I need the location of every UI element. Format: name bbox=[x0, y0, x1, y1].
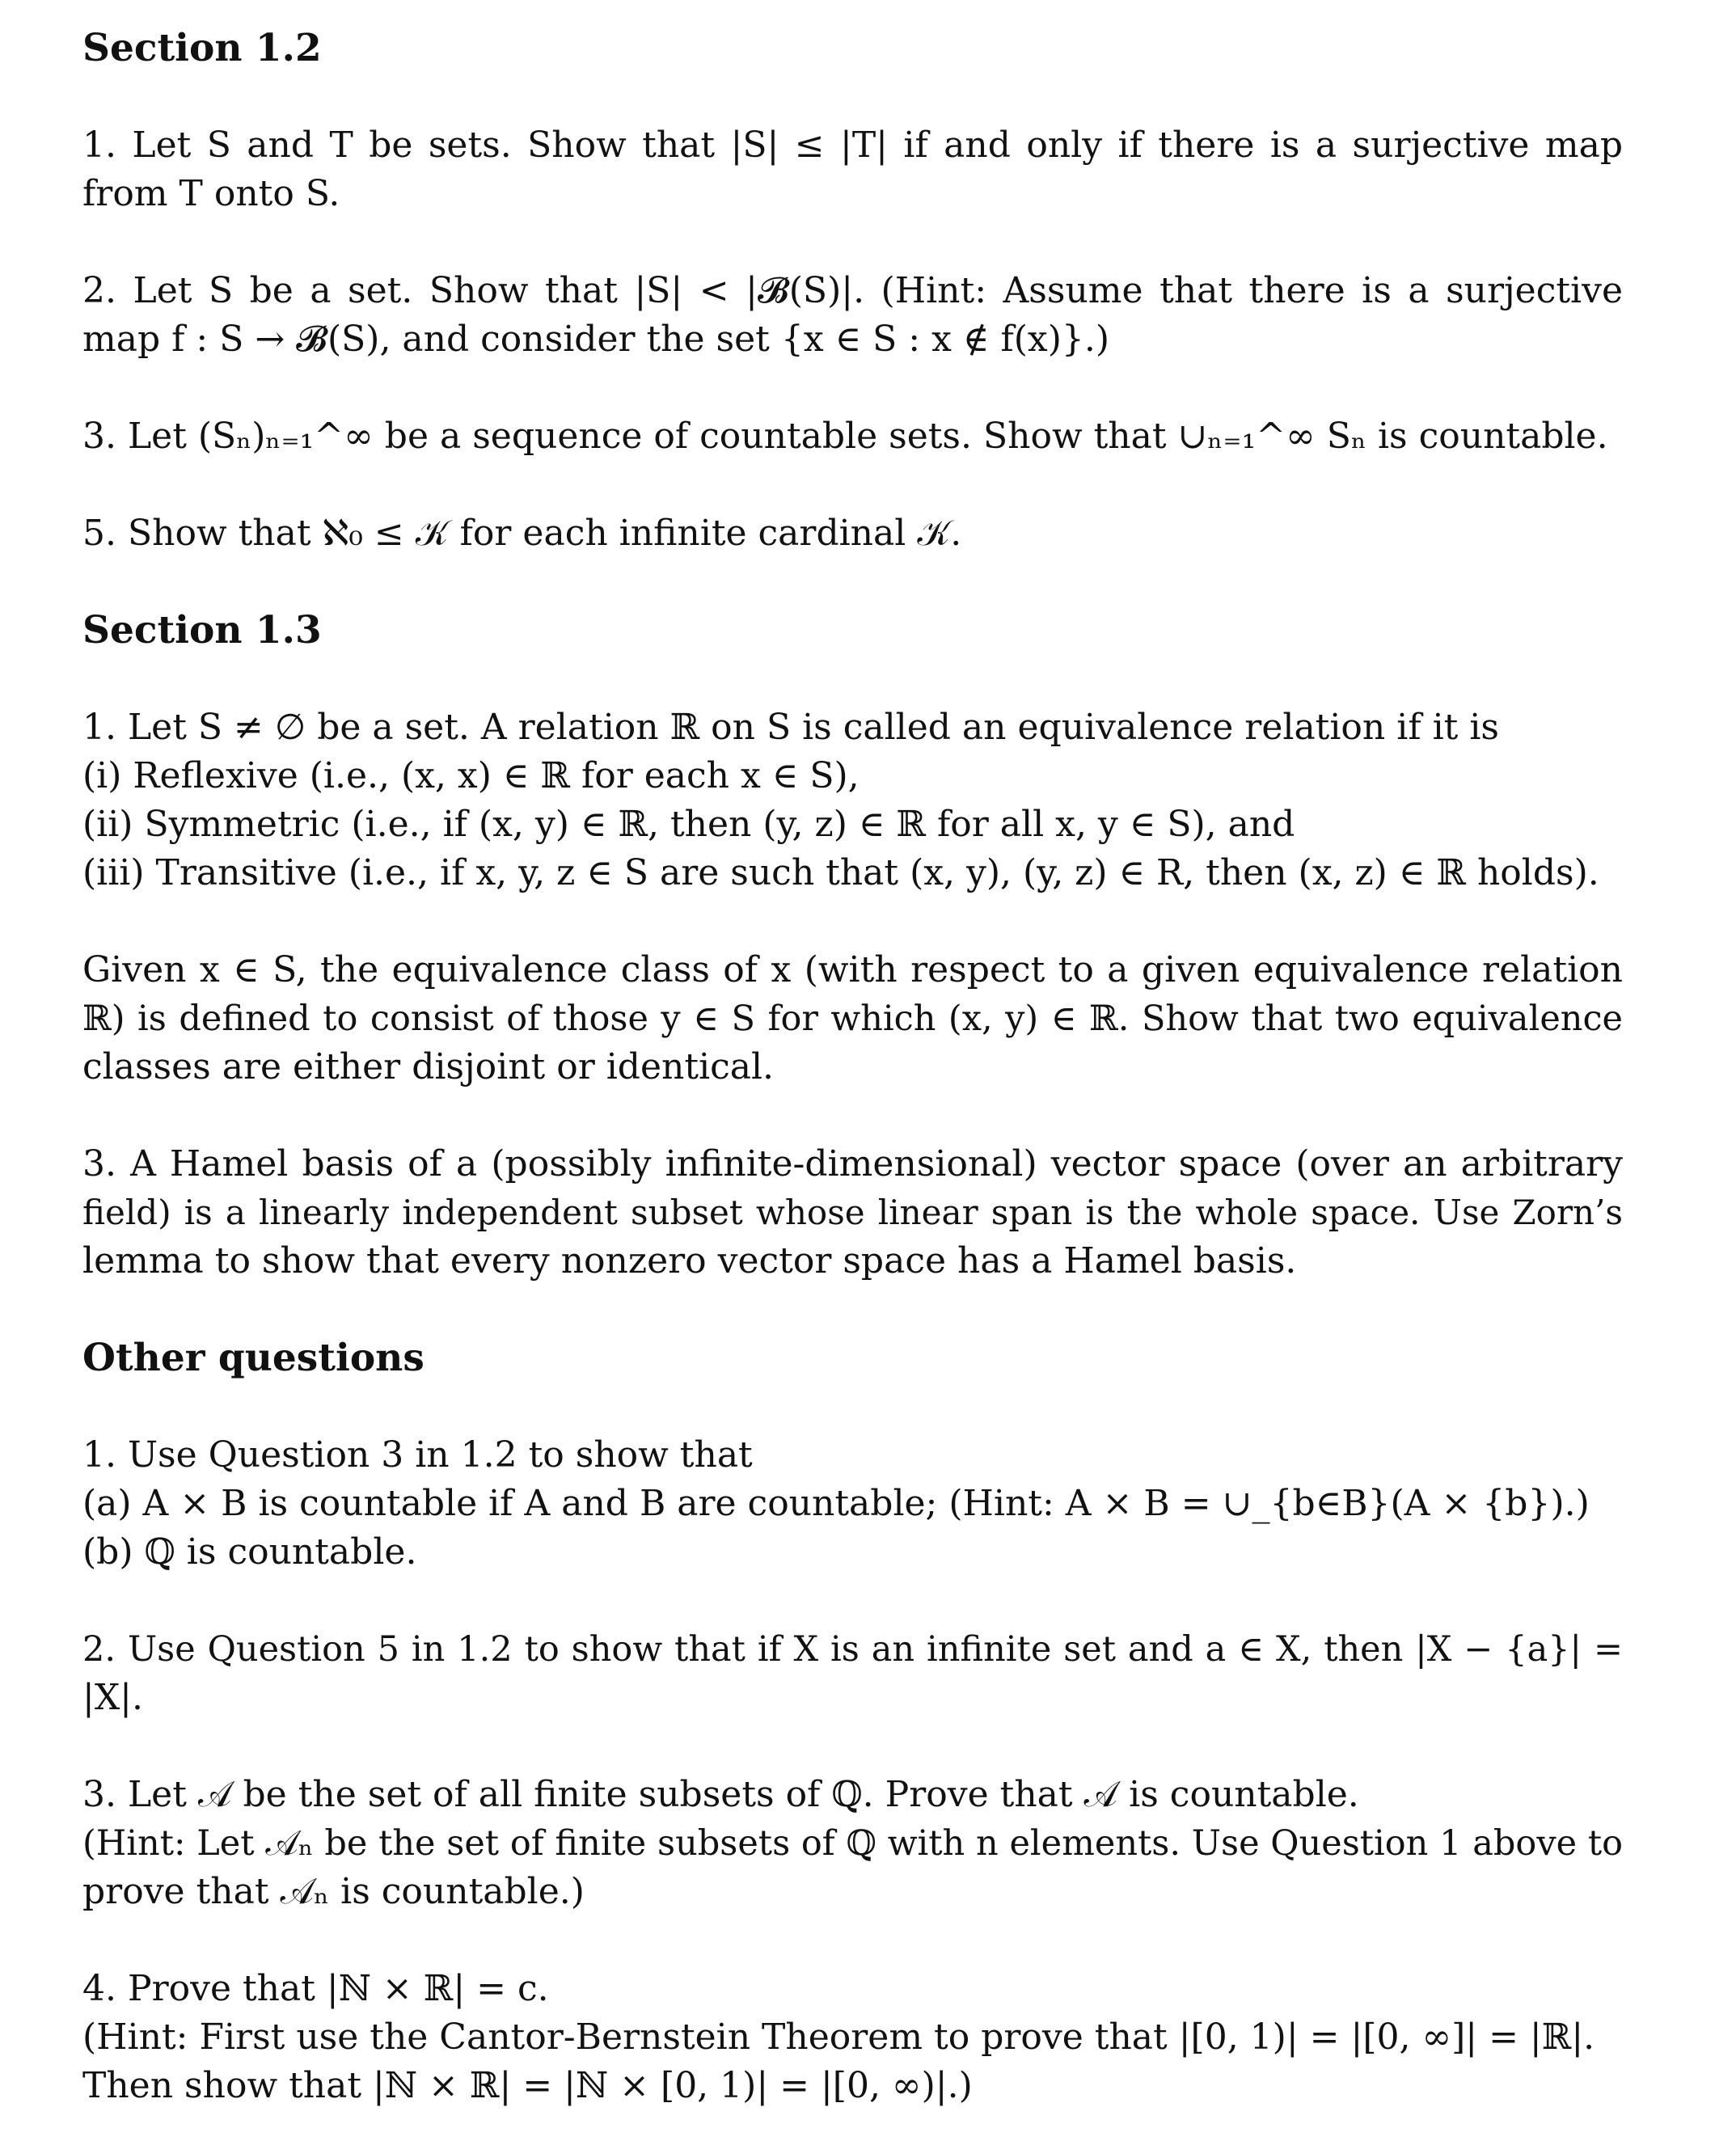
text-line: classes are either disjoint or identical. bbox=[82, 1046, 775, 1087]
text-line: 4. Prove that |ℕ × ℝ| = c. bbox=[82, 1968, 549, 2009]
text-line: prove that 𝒜ₙ is countable.) bbox=[82, 1871, 585, 1912]
section-title: Section 1.2 bbox=[82, 26, 322, 70]
text-line: |X|. bbox=[82, 1677, 143, 1718]
question-other-3 bbox=[82, 1771, 1623, 1916]
text-line: ℝ) is defined to consist of those y ∈ S for which (x, y) ∈ ℝ. Show that two equivalence bbox=[82, 999, 1623, 1039]
text-line: 5. Show that ℵ₀ ≤ 𝒦 for each infinite cardinal 𝒦. bbox=[82, 513, 962, 554]
section-title: Other questions bbox=[82, 1336, 424, 1380]
text-line: 1. Use Question 3 in 1.2 to show that bbox=[82, 1434, 753, 1476]
text-line: (ii) Symmetric (i.e., if (x, y) ∈ ℝ, then (y, z) ∈ ℝ for all x, y ∈ S), and bbox=[82, 804, 1295, 845]
question-1-3-3 bbox=[82, 1140, 1623, 1286]
question-other-4 bbox=[82, 1965, 1623, 2110]
text-line: (b) ℚ is countable. bbox=[82, 1531, 417, 1573]
text-line: (Hint: Let 𝒜ₙ be the set of finite subsets of ℚ with n elements. Use Question 1 above to bbox=[82, 1823, 1623, 1864]
text-line: map f : S → 𝓑(S), and consider the set {x ∈ S : x ∉ f(x)}.) bbox=[82, 319, 1110, 360]
text-line: 3. Let 𝒜 be the set of all finite subsets of ℚ. Prove that 𝒜 is countable. bbox=[82, 1774, 1359, 1815]
text-line: 3. Let (Sₙ)ₙ₌₁^∞ be a sequence of countable sets. Show that ∪ₙ₌₁^∞ Sₙ is countable. bbox=[82, 416, 1608, 457]
text-line: Then show that |ℕ × ℝ| = |ℕ × [0, 1)| = |[0, ∞)|.) bbox=[82, 2065, 973, 2106]
question-1-2-3 bbox=[82, 412, 1623, 461]
question-1-3-1 bbox=[82, 703, 1623, 897]
text-line: (iii) Transitive (i.e., if x, y, z ∈ S are such that (x, y), (y, z) ∈ R, then (x, z) ∈ ℝ holds). bbox=[82, 852, 1599, 893]
text-line: (a) A × B is countable if A and B are countable; (Hint: A × B = ∪_{b∈B}(A × {b}).) bbox=[82, 1483, 1590, 1524]
document-page bbox=[82, 24, 1623, 2110]
text-line: 1. Let S ≠ ∅ be a set. A relation ℝ on S is called an equivalence relation if it is bbox=[82, 707, 1499, 748]
text-line: 2. Use Question 5 in 1.2 to show that if X is an infinite set and a ∈ X, then |X − {a}| = bbox=[82, 1629, 1623, 1670]
text-line: (Hint: First use the Cantor-Bernstein Theorem to prove that |[0, 1)| = |[0, ∞]| = |ℝ|. bbox=[82, 2016, 1595, 2058]
text-line: from T onto S. bbox=[82, 173, 340, 214]
question-other-2 bbox=[82, 1625, 1623, 1722]
question-1-2-1 bbox=[82, 121, 1623, 218]
question-1-2-5 bbox=[82, 509, 1623, 558]
section-title: Section 1.3 bbox=[82, 608, 322, 652]
text-line: (i) Reflexive (i.e., (x, x) ∈ ℝ for each x ∈ S), bbox=[82, 755, 860, 796]
text-line: field) is a linearly independent subset whose linear span is the whole space. Use Zorn’s bbox=[82, 1193, 1623, 1232]
question-1-2-2 bbox=[82, 267, 1623, 364]
text-line: Given x ∈ S, the equivalence class of x (with respect to a given equivalence relation bbox=[82, 949, 1623, 990]
text-line: 1. Let S and T be sets. Show that |S| ≤ |T| if and only if there is a surjective map bbox=[82, 125, 1623, 166]
question-1-3-1-continued bbox=[82, 946, 1623, 1092]
text-line: 2. Let S be a set. Show that |S| < |𝓑(S)|. (Hint: Assume that there is a surjective bbox=[82, 270, 1623, 311]
text-line: 3. A Hamel basis of a (possibly infinite-dimensional) vector space (over an arbitrary bbox=[82, 1143, 1623, 1185]
question-other-1 bbox=[82, 1431, 1623, 1577]
text-line: lemma to show that every nonzero vector space has a Hamel basis. bbox=[82, 1240, 1297, 1282]
